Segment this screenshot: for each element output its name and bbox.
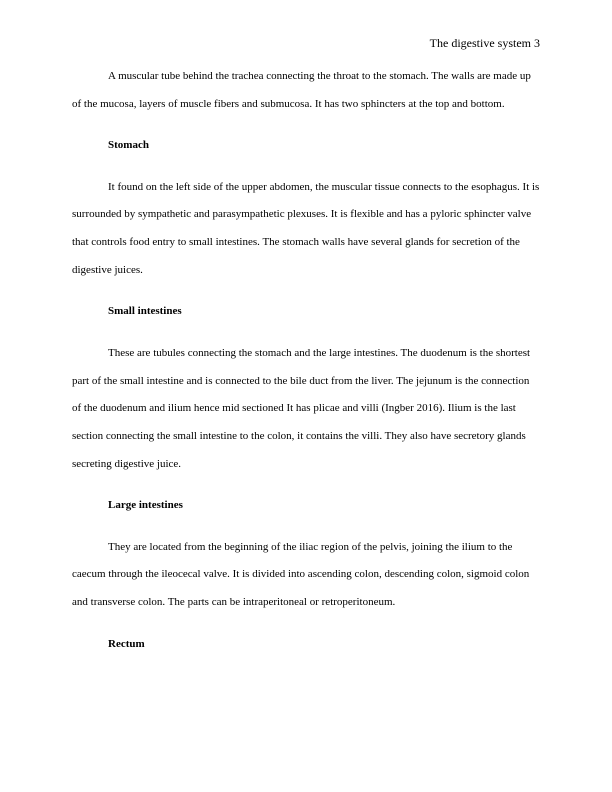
document-body	[72, 63, 540, 658]
rectum-heading: Rectum	[108, 637, 145, 650]
esophagus-paragraph: A muscular tube behind the trachea connecting the throat to the stomach. The walls are made up of the mucosa, layers of muscle fibers and submucosa. It has two sphincters at the top and bottom.	[72, 70, 531, 110]
stomach-heading: Stomach	[108, 139, 149, 152]
large-intestines-paragraph: They are located from the beginning of the iliac region of the pelvis, joining the ilium to the caecum through the ileocecal valve. It is divided into ascending colon, descending colon, sigmoid colon and transverse colon. The parts can be intraperitoneal or retroperitoneum.	[72, 540, 530, 609]
large-intestines-heading: Large intestines	[108, 499, 183, 512]
small-intestines-paragraph: These are tubules connecting the stomach and the large intestines. The duodenum is the shortest part of the small intestine and is connected to the bile duct from the liver. The jejunum is the connection of the duodenum and ilium hence mid sectioned It has plicae and villi (Ingber 2016). Ilium is the last section connecting the small intestine to the colon, it contains the villi. They also have secretory glands secreting digestive juice.	[72, 346, 531, 470]
stomach-paragraph: It found on the left side of the upper abdomen, the muscular tissue connects to the esophagus. It is surrounded by sympathetic and parasympathetic plexuses. It is flexible and has a pyloric sphincter valve that controls food entry to small intestines. The stomach walls have several glands for secretion of the digestive juices.	[72, 180, 540, 276]
small-intestines-heading: Small intestines	[108, 305, 182, 318]
running-head: The digestive system 3	[429, 36, 540, 50]
